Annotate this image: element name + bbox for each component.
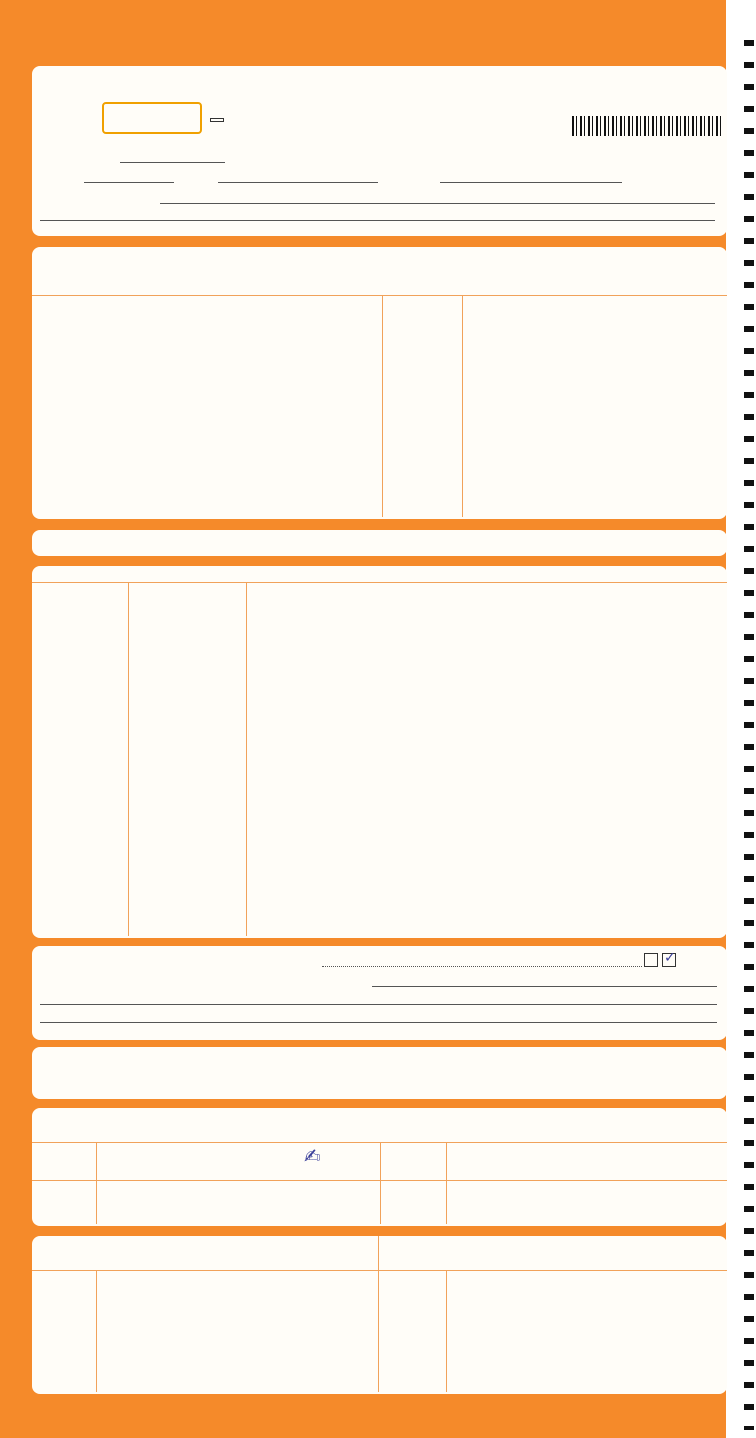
legal-panel <box>32 1047 727 1099</box>
representantes-panel <box>32 1236 727 1394</box>
side-instruction <box>2 560 30 980</box>
incidentes-panel <box>32 946 727 1040</box>
urna-panel <box>32 530 727 556</box>
check-mark-icon: ✓ <box>664 950 676 967</box>
incidentes-si-no <box>642 952 678 967</box>
resultados-panel <box>32 566 727 938</box>
no-checkbox[interactable] <box>662 950 676 967</box>
barcode-ticks <box>744 40 754 1430</box>
mesa-panel <box>32 1108 727 1226</box>
presidente-signature-icon: ✍ <box>304 1144 321 1168</box>
header-panel <box>32 66 727 236</box>
right-margin-strip <box>726 0 756 1438</box>
cee-logo <box>102 102 202 134</box>
si-checkbox[interactable] <box>644 953 658 967</box>
barcode <box>572 116 722 136</box>
acta-subtitle <box>210 118 224 122</box>
constancia-panel <box>32 247 727 519</box>
